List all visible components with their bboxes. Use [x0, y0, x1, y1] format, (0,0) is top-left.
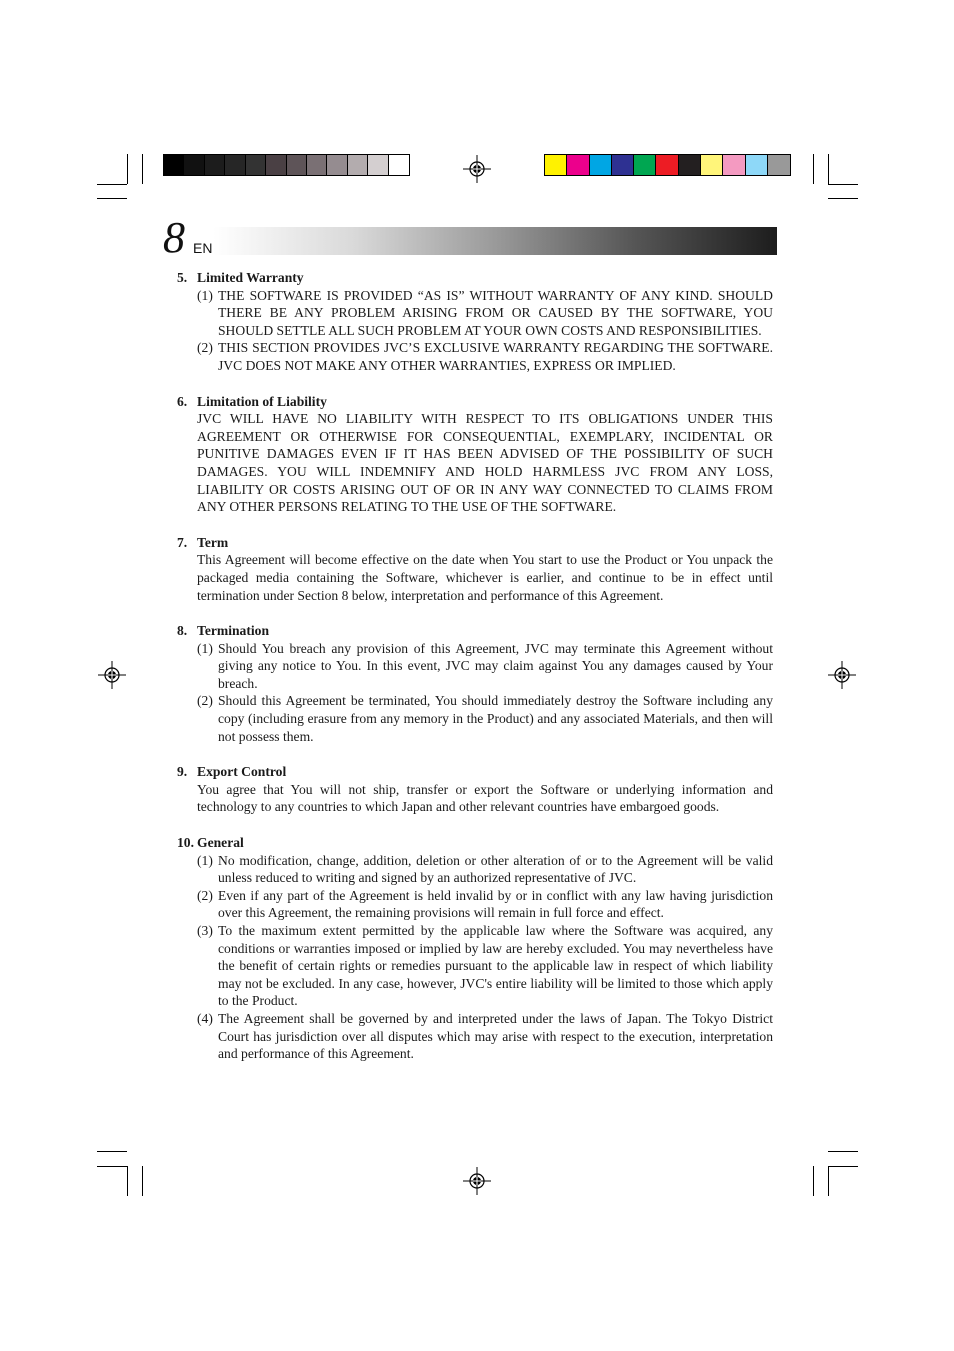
- section-title: [177, 622, 773, 640]
- color-swatch: [567, 155, 589, 175]
- section-items: [197, 287, 773, 375]
- list-item-text: The Agreement shall be governed by and interpreted under the laws of Japan. The Tokyo District Court has jurisdiction over all disputes which may arise with respect to the execution, interpretation and performance of this Agreement.: [218, 1010, 773, 1062]
- list-item-number: (1): [197, 287, 213, 303]
- registration-mark-icon: [828, 661, 856, 689]
- page-number: 8: [163, 213, 185, 262]
- section-title: [177, 834, 773, 852]
- section-body: You agree that You will not ship, transfer or export the Software or underlying information and technology to any countries to which Japan and other relevant countries have embargoed goods.: [197, 781, 773, 815]
- section-title-text: Term: [197, 534, 229, 550]
- section-title-text: Limited Warranty: [197, 270, 304, 285]
- section-title-text: General: [197, 835, 244, 851]
- list-item-text: THIS SECTION PROVIDES JVC’S EXCLUSIVE WARRANTY REGARDING THE SOFTWARE. JVC DOES NOT MAKE ANY OTHER WARRANTIES, EXPRESS OR IMPLIED.: [218, 340, 773, 373]
- list-item-text: To the maximum extent permitted by the applicable law where the Software was acquired, any conditions or warranties imposed or implied by law are hereby excluded. You may nevertheless have the benefit of certain rights or remedies pursuant to the applicable law in respect of which liability may not be excluded. In any case, however, JVC's entire liability will be limited to those which apply to the Product.: [218, 923, 773, 1009]
- section-number: 8.: [177, 623, 188, 639]
- crop-mark: [828, 1166, 829, 1196]
- section: [177, 534, 773, 604]
- list-item-text: Even if any part of the Agreement is held invalid by or in conflict with any law having jurisdiction over this Agreement, the remaining provisions will remain in full force and effect.: [218, 887, 773, 921]
- list-item: [197, 922, 773, 1010]
- crop-mark: [97, 184, 127, 185]
- list-item: [197, 1010, 773, 1063]
- section-title-text: Export Control: [197, 764, 287, 780]
- registration-mark-icon: [98, 661, 126, 689]
- section-number: 9.: [177, 764, 188, 780]
- color-swatch: [768, 155, 790, 175]
- color-swatch: [205, 155, 225, 175]
- section: [177, 269, 773, 375]
- color-swatch: [225, 155, 245, 175]
- color-swatch: [327, 155, 347, 175]
- color-swatch: [701, 155, 723, 175]
- crop-mark: [97, 1151, 127, 1152]
- color-swatch: [164, 155, 184, 175]
- section-items: [197, 852, 773, 1063]
- crop-mark: [828, 154, 829, 184]
- process-color-bar: [544, 154, 791, 176]
- section-number: 5.: [177, 270, 188, 285]
- crop-mark: [828, 1151, 858, 1152]
- registration-mark-icon: [463, 155, 491, 183]
- list-item: [197, 887, 773, 922]
- section-items: [197, 640, 773, 746]
- color-swatch: [307, 155, 327, 175]
- section-number: 7.: [177, 534, 188, 550]
- crop-mark: [828, 1166, 858, 1167]
- list-item-number: (1): [197, 640, 213, 656]
- list-item: [197, 852, 773, 887]
- color-swatch: [287, 155, 307, 175]
- list-item-text: Should this Agreement be terminated, You should immediately destroy the Software including any copy (including erasure from any memory in the Product) and any associated Materials, and then will not possess them.: [218, 693, 773, 744]
- color-swatch: [348, 155, 368, 175]
- color-swatch: [184, 155, 204, 175]
- section-body: JVC WILL HAVE NO LIABILITY WITH RESPECT TO ITS OBLIGATIONS UNDER THIS AGREEMENT OR OTHERWISE FOR CONSEQUENTIAL, EXEMPLARY, INCIDENTAL OR PUNITIVE DAMAGES EVEN IF IT HAS BEEN ADVISED OF THE POSSIBILITY OF SUCH DAMAGES. YOU WILL INDEMNIFY AND HOLD HARMLESS JVC FROM ANY LOSS, LIABILITY OR COSTS ARISING OUT OF OR IN ANY WAY CONNECTED TO CLAIMS FROM ANY OTHER PERSONS RELATING TO THE USE OF THE SOFTWARE.: [197, 411, 773, 515]
- crop-mark: [813, 1166, 814, 1196]
- list-item-number: (2): [197, 693, 213, 709]
- section-title: [177, 534, 773, 552]
- color-swatch: [612, 155, 634, 175]
- section-body: This Agreement will become effective on the date when You start to use the Product or You unpack the packaged media containing the Software, whichever is earlier, and continue to be in effect until termination under Section 8 below, interpretation and performance of this Agreement.: [197, 552, 773, 603]
- section: [177, 834, 773, 1063]
- list-item-number: (2): [197, 887, 213, 903]
- list-item: [197, 339, 773, 374]
- crop-mark: [142, 1166, 143, 1196]
- section-number: 10.: [177, 835, 194, 851]
- section: [177, 763, 773, 816]
- list-item-text: THE SOFTWARE IS PROVIDED “AS IS” WITHOUT WARRANTY OF ANY KIND. SHOULD THERE BE ANY PROBLEM ARISING FROM OR CAUSED BY THE SOFTWARE, YOU SHOULD SETTLE ALL SUCH PROBLEM AT YOUR OWN COSTS AND RESPONSIBILITIES.: [218, 287, 773, 338]
- registration-mark-icon: [463, 1167, 491, 1195]
- color-swatch: [746, 155, 768, 175]
- crop-mark: [97, 198, 127, 199]
- color-swatch: [723, 155, 745, 175]
- crop-mark: [97, 1166, 127, 1167]
- crop-mark: [127, 1166, 128, 1196]
- color-swatch: [679, 155, 701, 175]
- list-item-number: (1): [197, 852, 213, 868]
- section-title: [177, 269, 773, 287]
- color-swatch: [389, 155, 409, 175]
- section: [177, 622, 773, 745]
- agreement-text: [177, 269, 773, 1081]
- list-item-number: (2): [197, 340, 213, 356]
- list-item-text: Should You breach any provision of this Agreement, JVC may terminate this Agreement without giving any notice to You. In this event, JVC may claim against You any damages caused by Your breach.: [218, 640, 773, 691]
- color-swatch: [368, 155, 388, 175]
- color-swatch: [545, 155, 567, 175]
- crop-mark: [813, 154, 814, 184]
- color-swatch: [590, 155, 612, 175]
- list-item-text: No modification, change, addition, deletion or other alteration of or to the Agreement will be valid unless reduced to writing and signed by an authorized representative of JVC.: [218, 852, 773, 886]
- crop-mark: [828, 198, 858, 199]
- list-item-number: (3): [197, 923, 213, 938]
- color-swatch: [246, 155, 266, 175]
- grayscale-color-bar: [163, 154, 410, 176]
- crop-mark: [828, 184, 858, 185]
- section-title-text: Termination: [197, 623, 270, 639]
- header-gradient-band: [213, 227, 777, 255]
- section-title: [177, 393, 773, 411]
- section-number: 6.: [177, 393, 188, 409]
- color-swatch: [634, 155, 656, 175]
- list-item: [197, 692, 773, 745]
- section-title: [177, 763, 773, 781]
- section-title-text: Limitation of Liability: [197, 393, 327, 409]
- page-language: EN: [193, 240, 213, 256]
- list-item: [197, 640, 773, 693]
- list-item: [197, 287, 773, 340]
- color-swatch: [656, 155, 678, 175]
- section: [177, 393, 773, 516]
- color-swatch: [266, 155, 286, 175]
- list-item-number: (4): [197, 1010, 213, 1026]
- crop-mark: [142, 154, 143, 184]
- crop-mark: [127, 154, 128, 184]
